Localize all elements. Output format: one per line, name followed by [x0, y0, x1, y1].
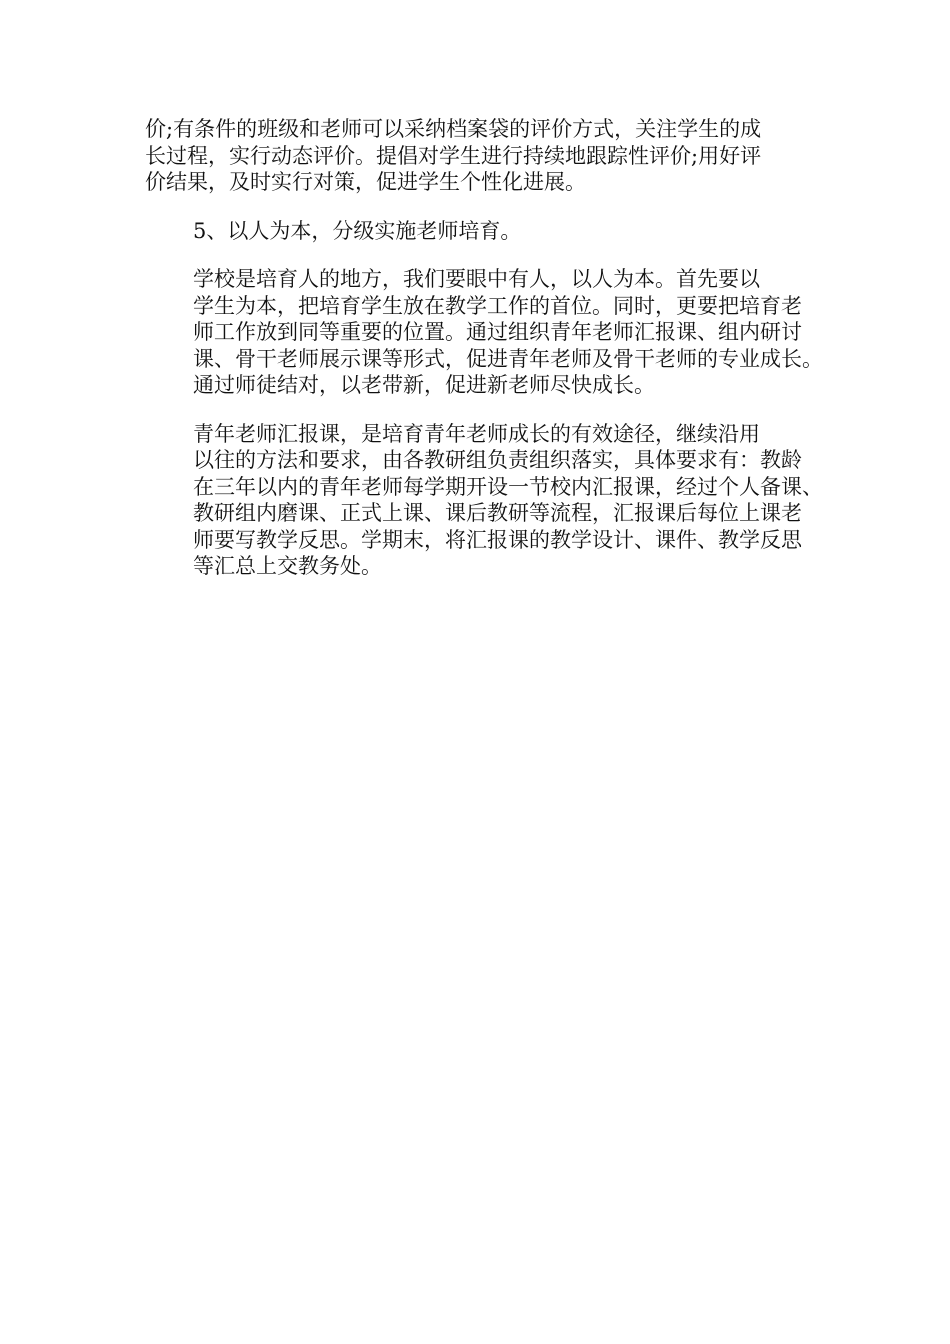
text-line: 通过师徒结对，以老带新，促进新老师尽快成长。 [193, 373, 655, 397]
text-line: 师工作放到同等重要的位置。通过组织青年老师汇报课、组内研讨 [193, 320, 802, 344]
text-line: 课、骨干老师展示课等形式，促进青年老师及骨干老师的专业成长。 [193, 346, 823, 371]
text-line: 学生为本，把培育学生放在教学工作的首位。同时，更要把培育老 [193, 293, 802, 318]
paragraph-evaluation [145, 116, 835, 196]
text-line: 以往的方法和要求，由各教研组负责组织落实，具体要求有：教龄 [193, 448, 802, 472]
text-line: 等汇总上交教务处。 [193, 554, 382, 578]
text-line: 价;有条件的班级和老师可以采纳档案袋的评价方式，关注学生的成 [145, 117, 762, 141]
text-line: 学校是培育人的地方，我们要眼中有人，以人为本。首先要以 [193, 267, 760, 291]
text-line: 长过程，实行动态评价。提倡对学生进行持续地跟踪性评价;用好评 [145, 143, 762, 168]
paragraph-people-oriented [145, 266, 835, 399]
text-line: 师要写教学反思。学期末，将汇报课的教学设计、课件、教学反思 [193, 527, 802, 552]
text-line: 教研组内磨课、正式上课、课后教研等流程，汇报课后每位上课老 [193, 501, 802, 525]
section-heading-5 [145, 218, 835, 245]
document-body [145, 116, 835, 602]
text-line: 青年老师汇报课，是培育青年老师成长的有效途径，继续沿用 [193, 421, 760, 446]
paragraph-report-lessons [145, 421, 835, 580]
text-line: 价结果，及时实行对策，促进学生个性化进展。 [145, 170, 586, 194]
text-line: 在三年以内的青年老师每学期开设一节校内汇报课，经过个人备课、 [193, 474, 823, 499]
text-line: 5、以人为本，分级实施老师培育。 [193, 218, 522, 243]
